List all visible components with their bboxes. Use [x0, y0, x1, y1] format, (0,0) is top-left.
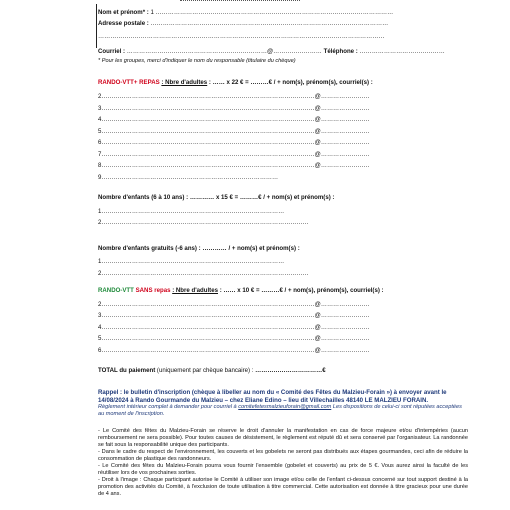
sans-repas-adults-formula[interactable]: : …… x 10 € = ………€ / + nom(s), prénom(s), courriel(s) :	[219, 287, 384, 295]
top-rule	[180, 0, 300, 1]
rappel-prefix: Règlement intérieur complet à demander pour courriel à	[98, 404, 237, 411]
rule-item: - Le Comité des fêtes du Malzieu-Forain se réserve le droit d'annuler la manifestation en cas de force majeure et/ou d'intempéries (aucun remboursement ne sera possible). Pour toutes causes de désistement, le règlement est réputé dû et sera conservé par l'organisateur. La randonnée se fait sous la responsabilité unique des participants.	[98, 428, 468, 449]
rules-list	[98, 428, 468, 498]
total-label: TOTAL du paiement	[98, 367, 156, 375]
sans-repas-title-red: SANS repas	[135, 287, 171, 295]
list-item[interactable]: 2…………………………………………………………………………………………	[98, 269, 309, 277]
list-item[interactable]: 5……………………………………………………………………………………………@……………………	[98, 335, 370, 343]
list-item[interactable]: 7……………………………………………………………………………………………@……………………	[98, 150, 370, 158]
address-label: Adresse postale :	[98, 19, 149, 27]
list-item[interactable]: 2…………………………………………………………………………………………	[98, 219, 309, 227]
list-item[interactable]: 5……………………………………………………………………………………………@……………………	[98, 127, 370, 135]
list-item[interactable]: 6……………………………………………………………………………………………@……………………	[98, 346, 370, 354]
enfants-row	[98, 194, 468, 202]
list-item[interactable]: 8……………………………………………………………………………………………@……………………	[98, 162, 370, 170]
total-note: (uniquement par chèque bancaire) :	[156, 367, 254, 375]
enfants-formula[interactable]: ………… x 15 € = ………€ / + nom(s) et prénom(s) :	[189, 194, 335, 202]
rule-item: - Droit à l'image : Chaque participant autorise le Comité à utiliser son image et/ou celle de l'enfant ci-dessus concerné sur tout support destiné à la promotion des activités du Comité, à l'exclusion de toute utilisation à titre commercial. Cette autorisation est donnée à titre gracieux pour une durée de 4 ans.	[98, 477, 468, 498]
total-field[interactable]: ……………………………€	[255, 367, 326, 375]
email-label: Courriel :	[98, 47, 126, 55]
name-label: Nom et prénom* :	[98, 9, 149, 16]
enfants-label: Nombre d'enfants (6 à 10 ans) :	[98, 194, 189, 202]
total-row	[98, 367, 468, 375]
sans-repas-adults-label: : Nbre d'adultes	[172, 287, 218, 295]
list-item[interactable]: 1………………………………………………………………………………	[98, 207, 285, 215]
list-item[interactable]: 9……………………………………………………………………………	[98, 173, 279, 181]
email-phone-row	[98, 48, 468, 56]
gratuits-label: Nombre d'enfants gratuits (-6 ans) :	[98, 244, 201, 252]
phone-label: Téléphone :	[323, 47, 358, 55]
gratuits-row	[98, 245, 468, 253]
rappel-note	[98, 404, 468, 418]
name-field[interactable]: 1 ………………………………………………………………………………………………………	[150, 9, 394, 16]
list-item[interactable]: 2……………………………………………………………………………………………@……………………	[98, 300, 370, 308]
gratuits-formula[interactable]: ………… / + nom(s) et prénom(s) :	[202, 244, 300, 252]
list-item[interactable]: 4……………………………………………………………………………………………@……………………	[98, 116, 370, 124]
list-item[interactable]: 4……………………………………………………………………………………………@……………………	[98, 323, 370, 331]
address-field[interactable]: ………………………………………………………………………………………………………	[150, 19, 389, 27]
repas-adults-formula[interactable]: : …… x 22 € = ………€ / + nom(s), prénom(s), courriel(s) :	[208, 79, 373, 87]
list-item[interactable]: 3……………………………………………………………………………………………@……………………	[98, 104, 370, 112]
name-row	[98, 9, 468, 17]
repas-adults-label: : Nbre d'adultes	[161, 79, 208, 87]
rule-item: - Dans le cadre du respect de l'environnement, les couverts et les gobelets ne seront pas distribués aux étapes gourmandes, ceci afin de réduire la consommation de plastique des randonneurs.	[98, 449, 468, 463]
address-row	[98, 20, 468, 28]
group-note: * Pour les groupes, merci d'indiquer le nom du responsable (titulaire du chèque)	[98, 58, 296, 65]
repas-lines	[98, 93, 468, 181]
email-field[interactable]: ……………………………………………………………@……………………	[126, 47, 322, 55]
list-item[interactable]: 2……………………………………………………………………………………………@……………………	[98, 93, 370, 101]
repas-header	[98, 79, 468, 87]
list-item[interactable]: 6……………………………………………………………………………………………@……………………	[98, 139, 370, 147]
phone-field[interactable]: ……………………………………	[359, 47, 445, 55]
rule-item: - Le Comité des fêtes du Malzieu-Forain pourra vous fournir l'ensemble (gobelet et couverts) au prix de 5 €. Vous aurez ainsi la faculté de les réutiliser lors de vos prochaines sorties.	[98, 463, 468, 477]
sans-repas-header	[98, 287, 468, 295]
address-line2[interactable]: ……………………………………………………………………………………………………………………………	[98, 33, 385, 41]
repas-title: RANDO-VTT+ REPAS	[98, 79, 160, 87]
rappel-text: Rappel : le bulletin d'inscription (chèque à libeller au nom du « Comité des Fêtes du Malzieu-Forain ») à envoyer avant le 14/08/2024 à Rando Gourmande du Malzieu – chez Eliane Edino – lieu dit Villechailles 48140 LE MALZIEU FORAIN.	[98, 388, 447, 404]
rappel-suffix: Les dispositions de celui-ci sont réputées acceptées au moment de l'inscription.	[98, 404, 462, 418]
list-item[interactable]: 1………………………………………………………………………………	[98, 258, 285, 266]
list-item[interactable]: 3……………………………………………………………………………………………@……………………	[98, 312, 370, 320]
contact-email-link[interactable]: comitefetesmalzieuforain@gmail.com	[238, 404, 332, 411]
sans-repas-title: RANDO-VTT	[98, 287, 134, 295]
form-vertical-line	[96, 4, 97, 48]
